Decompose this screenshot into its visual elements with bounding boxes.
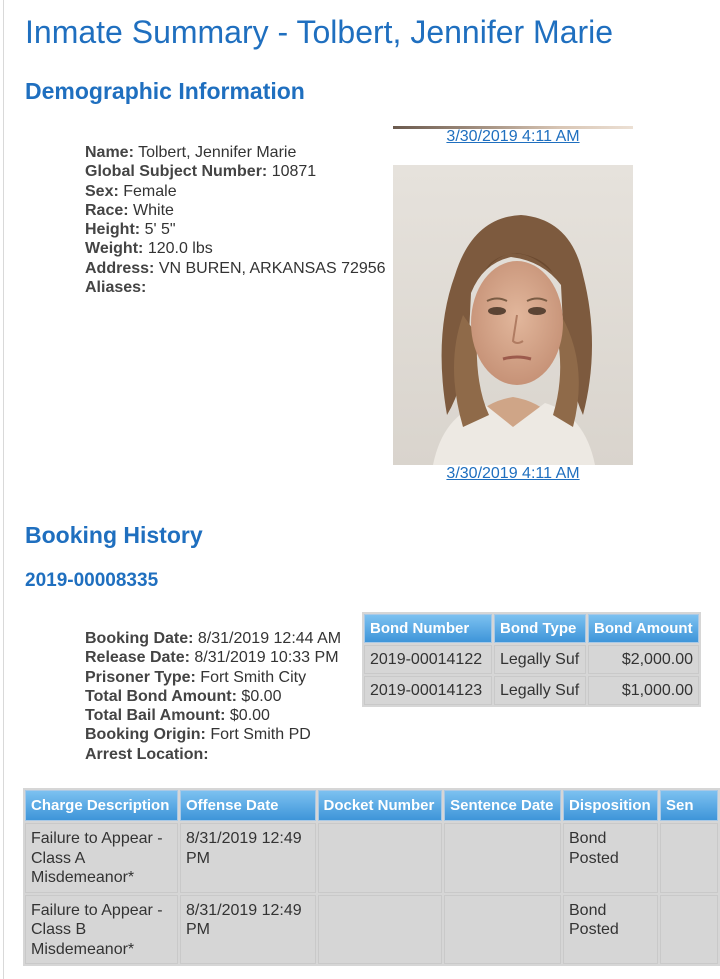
field-release-date: [85, 648, 341, 667]
field-value: VN BUREN, ARKANSAS 72956: [158, 259, 386, 277]
field-sex: [85, 182, 386, 201]
field-value: $0.00: [229, 707, 270, 725]
charge-description-cell: Failure to Appear - Class B Misdemeanor*: [25, 895, 178, 965]
table-row: [364, 645, 699, 674]
field-value: Fort Smith City: [200, 668, 307, 686]
bond-amount-cell: $2,000.00: [588, 645, 699, 674]
field-value: White: [133, 201, 174, 219]
charge-table-container[interactable]: [23, 788, 720, 979]
field-label: Arrest Location:: [85, 745, 209, 763]
sentence-date-cell: [444, 895, 561, 965]
bond-type-cell: Legally Suf: [494, 676, 586, 705]
table-row: [25, 895, 718, 965]
column-header-sentence-date[interactable]: Sentence Date: [444, 790, 561, 821]
table-row: [25, 823, 718, 893]
field-arrest-location: [85, 745, 341, 764]
field-value: 10871: [271, 163, 317, 181]
field-value: 120.0 lbs: [147, 240, 213, 258]
field-label: Total Bail Amount:: [85, 707, 226, 725]
bond-number-cell: 2019-00014122: [364, 645, 492, 674]
booking-history-heading: Booking History: [25, 522, 203, 548]
charge-table-header-row: [25, 790, 718, 821]
field-global-subject-number: [85, 162, 386, 181]
field-race: [85, 201, 386, 220]
column-header-docket-number[interactable]: Docket Number: [318, 790, 443, 821]
field-prisoner-type: [85, 668, 341, 687]
column-header-bond-amount[interactable]: Bond Amount: [588, 614, 699, 643]
field-value: 5' 5": [144, 221, 176, 239]
field-height: [85, 220, 386, 239]
sentence-date-cell: [444, 823, 561, 893]
sentence-cell: [660, 823, 718, 893]
field-label: Address:: [85, 259, 155, 277]
photo-date-link[interactable]: 3/30/2019 4:11 AM: [446, 128, 580, 145]
page-title: Inmate Summary - Tolbert, Jennifer Marie: [25, 14, 614, 50]
field-value: 8/31/2019 12:44 AM: [197, 630, 342, 647]
field-address: [85, 259, 386, 278]
bond-number-cell: 2019-00014123: [364, 676, 492, 705]
booking-fields: [85, 629, 341, 764]
table-row: [364, 676, 699, 705]
field-total-bail-amount: [85, 706, 341, 725]
field-value: 8/31/2019 10:33 PM: [194, 649, 339, 667]
column-header-charge-description[interactable]: Charge Description: [25, 790, 178, 821]
field-value: Fort Smith PD: [210, 726, 311, 744]
field-value: Female: [123, 182, 177, 200]
field-label: Race:: [85, 201, 129, 219]
photo-date-link[interactable]: 3/30/2019 4:11 AM: [446, 465, 580, 482]
field-value: $0.00: [241, 687, 282, 705]
column-header-sentence[interactable]: Sen: [660, 790, 718, 821]
charge-table: [23, 788, 720, 966]
column-header-disposition[interactable]: Disposition: [563, 790, 658, 821]
field-weight: [85, 239, 386, 258]
mugshot-image: [393, 165, 633, 465]
field-label: Booking Date:: [85, 630, 194, 647]
docket-number-cell: [318, 823, 443, 893]
field-label: Booking Origin:: [85, 726, 206, 744]
field-booking-date: [85, 629, 341, 648]
field-name: [85, 143, 386, 162]
bond-type-cell: Legally Suf: [494, 645, 586, 674]
disposition-cell: Bond Posted: [563, 823, 658, 893]
field-label: Height:: [85, 221, 141, 239]
column-header-bond-number[interactable]: Bond Number: [364, 614, 492, 643]
field-total-bond-amount: [85, 687, 341, 706]
demographic-heading: Demographic Information: [25, 78, 305, 104]
page-left-border: [3, 0, 4, 979]
disposition-cell: Bond Posted: [563, 895, 658, 965]
booking-number: 2019-00008335: [25, 570, 159, 591]
column-header-offense-date[interactable]: Offense Date: [180, 790, 316, 821]
sentence-cell: [660, 895, 718, 965]
field-label: Prisoner Type:: [85, 668, 196, 686]
field-label: Total Bond Amount:: [85, 687, 237, 705]
offense-date-cell: 8/31/2019 12:49 PM: [180, 895, 316, 965]
field-label: Sex:: [85, 182, 119, 200]
docket-number-cell: [318, 895, 443, 965]
field-booking-origin: [85, 725, 341, 744]
field-label: Release Date:: [85, 649, 190, 667]
bond-table: [362, 612, 701, 707]
bond-amount-cell: $1,000.00: [588, 676, 699, 705]
charge-description-cell: Failure to Appear - Class A Misdemeanor*: [25, 823, 178, 893]
offense-date-cell: 8/31/2019 12:49 PM: [180, 823, 316, 893]
field-label: Aliases:: [85, 279, 147, 297]
field-label: Name:: [85, 144, 134, 161]
field-label: Global Subject Number:: [85, 163, 268, 181]
bond-table-header-row: [364, 614, 699, 643]
column-header-bond-type[interactable]: Bond Type: [494, 614, 586, 643]
field-value: Tolbert, Jennifer Marie: [138, 144, 297, 161]
mugshot-photo[interactable]: [393, 165, 633, 465]
field-label: Weight:: [85, 240, 144, 258]
demographic-fields: [85, 143, 386, 297]
field-aliases: [85, 278, 386, 297]
